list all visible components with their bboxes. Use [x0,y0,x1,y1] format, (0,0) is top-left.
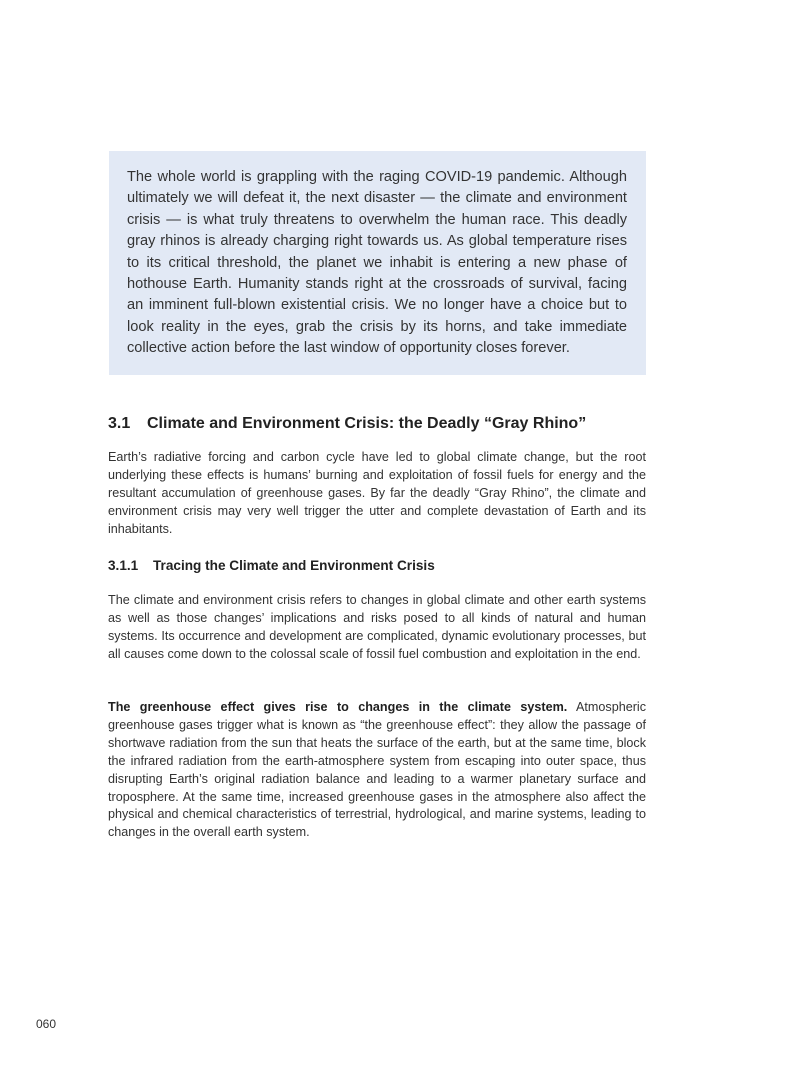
section-heading [108,413,648,435]
page-number: 060 [36,1017,57,1031]
subsection-title: Tracing the Climate and Environment Crisis [153,558,435,573]
paragraph-lead-sentence: The greenhouse effect gives rise to changes in the climate system. [108,700,568,714]
section-intro-paragraph: Earth’s radiative forcing and carbon cycle have led to global climate change, but the root underlying these effects is humans’ burning and exploitation of fossil fuels for energy and the resultant accumulation of greenhouse gases. By far the deadly “Gray Rhino”, the climate and environment crisis may very well trigger the utter and complete devastation of Earth and its inhabitants. [108,450,646,536]
subsection-heading [108,557,648,575]
subsection-paragraph-2 [108,699,646,842]
subsection-paragraph-1: The climate and environment crisis refers to changes in global climate and other earth systems as well as those changes’ implications and risks posed to all kinds of natural and human systems. Its occurrence and development are complicated, dynamic evolutionary processes, but all causes come down to the colossal scale of fossil fuel combustion and exploitation in the end. [108,593,646,661]
section-title: Climate and Environment Crisis: the Deadly “Gray Rhino” [147,415,587,432]
summary-callout-text: The whole world is grappling with the raging COVID-19 pandemic. Although ultimately we will defeat it, the next disaster — the climate and environment crisis — is what truly threatens to overwhelm the human race. This deadly gray rhinos is already charging right towards us. As global temperature rises to its critical threshold, the planet we inhabit is entering a new phase of hothouse Earth. Humanity stands right at the crossroads of survival, facing an imminent full-blown existential crisis. We no longer have a choice but to look reality in the eyes, grab the crisis by its horns, and take immediate collective action before the last window of opportunity closes forever. [127,169,627,357]
subsection-number: 3.1.1 [108,558,139,573]
paragraph-body-text: Atmospheric greenhouse gases trigger what is known as “the greenhouse effect”: they allow the passage of shortwave radiation from the sun that heats the surface of the earth, but at the same time, block the infrared radiation from the earth-atmosphere system from escaping into outer space, thus disrupting Earth’s original radiation balance and leading to a warmer planetary surface and troposphere. At the same time, increased greenhouse gases in the atmosphere also affect the physical and chemical characteristics of terrestrial, hydrological, and marine systems, leading to changes in the overall earth system. [108,700,647,840]
summary-callout-box [109,151,646,375]
section-number: 3.1 [108,415,131,432]
